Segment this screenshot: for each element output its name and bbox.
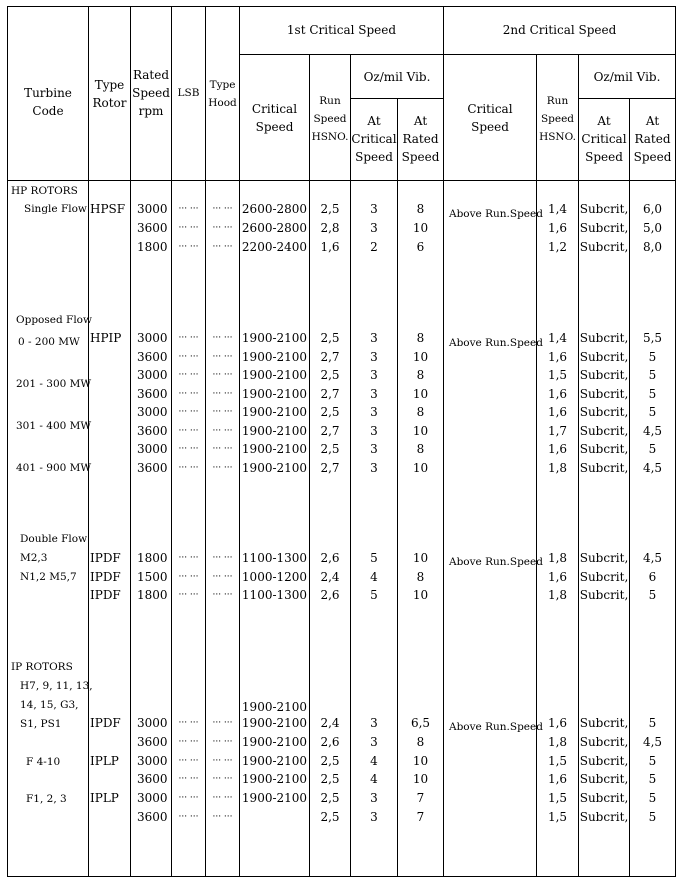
- at-critical-cell: 3: [370, 735, 378, 749]
- at-critical-cell: 3: [370, 331, 378, 345]
- at-critical-cell: 3: [370, 368, 378, 382]
- at-rated-cell: 7: [416, 791, 425, 805]
- lsb-cell: ··· ···: [178, 553, 199, 563]
- at-rated-2-cell: 4,5: [642, 551, 663, 565]
- lsb-cell: ··· ···: [178, 352, 199, 362]
- rated-speed-cell: 3600: [137, 424, 168, 438]
- at-rated-cell: 10: [412, 461, 429, 475]
- at-rated-2-cell: 5: [648, 368, 657, 382]
- run-speed-2-cell: 1,5: [547, 810, 568, 824]
- at-rated-cell: 6: [416, 240, 425, 254]
- rated-speed-cell: 3600: [137, 350, 168, 364]
- rated-speed-cell: 1500: [137, 570, 168, 584]
- at-critical-cell: 3: [370, 716, 378, 730]
- at-critical-cell: 3: [370, 387, 378, 401]
- rated-speed-cell: 3600: [137, 772, 168, 786]
- rotor-type: IPLP: [90, 754, 119, 768]
- range-label: 301 - 400 MW: [16, 420, 92, 432]
- header-type-rotor: Type Rotor: [92, 78, 127, 110]
- table-border-bottom: [7, 876, 676, 877]
- lsb-cell: ··· ···: [178, 407, 199, 417]
- at-rated-cell: 7: [416, 810, 425, 824]
- at-rated-2-cell: 8,0: [642, 240, 663, 254]
- header-rated-speed: Rated Speed rpm: [132, 68, 170, 118]
- at-critical-cell: 3: [370, 221, 378, 235]
- at-rated-cell: 8: [416, 405, 425, 419]
- at-rated-2-cell: 5: [648, 387, 657, 401]
- rated-speed-cell: 3600: [137, 461, 168, 475]
- group-label: Single Flow: [24, 203, 87, 215]
- at-rated-cell: 10: [412, 588, 429, 602]
- table-border-right: [675, 6, 676, 877]
- col-divider: [443, 6, 444, 877]
- at-rated-cell: 8: [416, 570, 425, 584]
- at-critical-2-cell: Subcrit,: [579, 424, 629, 438]
- type-hood-cell: ··· ···: [212, 774, 233, 784]
- run-speed-2-cell: 1,6: [547, 716, 568, 730]
- header-oz-mil-vib-2: Oz/mil Vib.: [593, 70, 661, 84]
- at-critical-cell: 4: [370, 754, 378, 768]
- critical-speed-cell: 1900-2100: [241, 405, 308, 419]
- rotor-type: IPDF: [90, 551, 121, 565]
- rated-speed-cell: 3600: [137, 387, 168, 401]
- at-rated-2-cell: 5: [648, 405, 657, 419]
- header-bottom-rule: [7, 180, 676, 181]
- group-label: Double Flow: [20, 533, 88, 545]
- header-2nd-critical-speed: 2nd Critical Speed: [502, 23, 617, 37]
- critical-speed-cell: 1900-2100: [241, 424, 308, 438]
- run-speed-2-cell: 1,6: [547, 772, 568, 786]
- run-speed-2-cell: 1,5: [547, 754, 568, 768]
- at-critical-cell: 3: [370, 810, 378, 824]
- rated-speed-cell: 3000: [137, 791, 168, 805]
- critical-speed-cell: 1900-2100: [241, 700, 308, 714]
- at-critical-cell: 5: [370, 551, 378, 565]
- at-critical-cell: 3: [370, 791, 378, 805]
- at-critical-2-cell: Subcrit,: [579, 202, 629, 216]
- run-speed-2-cell: 1,8: [547, 588, 568, 602]
- second-critical-speed: Above Run.Speed: [449, 208, 543, 220]
- at-critical-cell: 4: [370, 570, 378, 584]
- at-rated-cell: 10: [412, 754, 429, 768]
- at-rated-cell: 10: [412, 424, 429, 438]
- at-critical-2-cell: Subcrit,: [579, 735, 629, 749]
- run-speed-cell: 2,5: [320, 331, 340, 345]
- lsb-cell: ··· ···: [178, 333, 199, 343]
- run-speed-cell: 2,5: [320, 791, 340, 805]
- lsb-cell: ··· ···: [178, 737, 199, 747]
- at-rated-cell: 8: [416, 735, 425, 749]
- critical-speed-cell: 1900-2100: [241, 772, 308, 786]
- type-hood-cell: ··· ···: [212, 407, 233, 417]
- critical-speed-cell: 1100-1300: [241, 588, 308, 602]
- run-speed-cell: 2,4: [320, 570, 340, 584]
- at-critical-2-cell: Subcrit,: [579, 331, 629, 345]
- second-critical-speed: Above Run.Speed: [449, 556, 543, 568]
- model-label: F1, 2, 3: [26, 793, 67, 805]
- range-label: 0 - 200 MW: [18, 336, 80, 348]
- type-hood-cell: ··· ···: [212, 590, 233, 600]
- rotor-type: IPDF: [90, 716, 121, 730]
- at-rated-cell: 8: [416, 368, 425, 382]
- rated-speed-cell: 3000: [137, 368, 168, 382]
- group-label: Opposed Flow: [16, 314, 92, 326]
- run-speed-cell: 2,5: [320, 754, 340, 768]
- at-critical-2-cell: Subcrit,: [579, 240, 629, 254]
- rated-speed-cell: 3000: [137, 331, 168, 345]
- type-hood-cell: ··· ···: [212, 793, 233, 803]
- at-critical-2-cell: Subcrit,: [579, 442, 629, 456]
- col-divider: [130, 6, 131, 877]
- at-rated-2-cell: 6,0: [642, 202, 663, 216]
- lsb-cell: ··· ···: [178, 463, 199, 473]
- header-critical-speed: Critical Speed: [251, 102, 298, 134]
- run-speed-cell: 2,7: [320, 424, 340, 438]
- type-hood-cell: ··· ···: [212, 756, 233, 766]
- at-critical-2-cell: Subcrit,: [579, 387, 629, 401]
- run-speed-cell: 2,7: [320, 461, 340, 475]
- lsb-cell: ··· ···: [178, 793, 199, 803]
- table-border-top: [7, 6, 676, 7]
- type-hood-cell: ··· ···: [212, 812, 233, 822]
- header-1st-critical-speed: 1st Critical Speed: [286, 23, 397, 37]
- critical-speed-cell: 1900-2100: [241, 735, 308, 749]
- run-speed-2-cell: 1,2: [547, 240, 568, 254]
- model-label: S1, PS1: [20, 718, 62, 730]
- run-speed-cell: 2,6: [320, 551, 340, 565]
- run-speed-2-cell: 1,8: [547, 551, 568, 565]
- at-critical-2-cell: Subcrit,: [579, 405, 629, 419]
- header-turbine-code: Turbine Code: [24, 86, 72, 118]
- at-rated-2-cell: 5: [648, 791, 657, 805]
- run-speed-2-cell: 1,6: [547, 350, 568, 364]
- type-hood-cell: ··· ···: [212, 426, 233, 436]
- run-speed-cell: 2,6: [320, 588, 340, 602]
- run-speed-cell: 2,5: [320, 202, 340, 216]
- rated-speed-cell: 1800: [137, 551, 168, 565]
- run-speed-2-cell: 1,6: [547, 442, 568, 456]
- run-speed-cell: 2,4: [320, 716, 340, 730]
- at-rated-2-cell: 5,5: [642, 331, 663, 345]
- type-hood-cell: ··· ···: [212, 718, 233, 728]
- rated-speed-cell: 1800: [137, 240, 168, 254]
- at-critical-2-cell: Subcrit,: [579, 221, 629, 235]
- run-speed-cell: 2,5: [320, 442, 340, 456]
- table-border-left: [7, 6, 8, 877]
- type-hood-cell: ··· ···: [212, 204, 233, 214]
- run-speed-cell: 2,5: [320, 810, 340, 824]
- critical-speed-cell: 1000-1200: [241, 570, 308, 584]
- lsb-cell: ··· ···: [178, 812, 199, 822]
- lsb-cell: ··· ···: [178, 756, 199, 766]
- run-speed-cell: 2,5: [320, 772, 340, 786]
- lsb-cell: ··· ···: [178, 718, 199, 728]
- rotor-type: IPDF: [90, 570, 121, 584]
- range-label: 401 - 900 MW: [16, 462, 92, 474]
- header-run-speed: Run Speed HSNO.: [311, 95, 349, 143]
- critical-speed-cell: 1900-2100: [241, 387, 308, 401]
- at-rated-2-cell: 5: [648, 716, 657, 730]
- rated-speed-cell: 1800: [137, 588, 168, 602]
- at-critical-cell: 2: [370, 240, 378, 254]
- at-critical-2-cell: Subcrit,: [579, 754, 629, 768]
- at-rated-cell: 8: [416, 202, 425, 216]
- at-critical-2-cell: Subcrit,: [579, 461, 629, 475]
- model-label: 14, 15, G3,: [20, 699, 79, 711]
- at-critical-2-cell: Subcrit,: [579, 791, 629, 805]
- rotor-type: IPDF: [90, 588, 121, 602]
- header-at-critical-speed-2: At Critical Speed: [581, 114, 627, 164]
- run-speed-2-cell: 1,8: [547, 735, 568, 749]
- at-rated-cell: 8: [416, 331, 425, 345]
- rated-speed-cell: 3000: [137, 202, 168, 216]
- run-speed-2-cell: 1,6: [547, 387, 568, 401]
- critical-speed-cell: 1900-2100: [241, 461, 308, 475]
- at-critical-cell: 4: [370, 772, 378, 786]
- header-critical-speed-2: Critical Speed: [467, 102, 513, 134]
- group-header-rule: [239, 54, 676, 55]
- at-rated-2-cell: 5: [648, 772, 657, 786]
- run-speed-cell: 2,5: [320, 405, 340, 419]
- lsb-cell: ··· ···: [178, 590, 199, 600]
- group-label: IP ROTORS: [11, 661, 73, 673]
- type-hood-cell: ··· ···: [212, 737, 233, 747]
- critical-speed-cell: 1900-2100: [241, 331, 308, 345]
- rated-speed-cell: 3000: [137, 405, 168, 419]
- at-critical-2-cell: Subcrit,: [579, 570, 629, 584]
- second-critical-speed: Above Run.Speed: [449, 721, 543, 733]
- at-critical-2-cell: Subcrit,: [579, 810, 629, 824]
- critical-speed-cell: 1900-2100: [241, 350, 308, 364]
- oz-mil-rule-2: [578, 98, 676, 99]
- critical-speed-cell: 2600-2800: [241, 221, 308, 235]
- critical-speed-cell: 1100-1300: [241, 551, 308, 565]
- run-speed-2-cell: 1,7: [547, 424, 568, 438]
- run-speed-cell: 2,7: [320, 350, 340, 364]
- run-speed-2-cell: 1,8: [547, 461, 568, 475]
- run-speed-2-cell: 1,6: [547, 405, 568, 419]
- rotor-type: HPSF: [90, 202, 126, 216]
- type-hood-cell: ··· ···: [212, 223, 233, 233]
- header-at-rated-speed: At Rated Speed: [401, 114, 440, 164]
- at-critical-2-cell: Subcrit,: [579, 772, 629, 786]
- range-label: 201 - 300 MW: [16, 378, 92, 390]
- at-critical-cell: 3: [370, 461, 378, 475]
- type-hood-cell: ··· ···: [212, 370, 233, 380]
- at-rated-cell: 10: [412, 551, 429, 565]
- run-speed-cell: 2,5: [320, 368, 340, 382]
- model-label: M2,3: [20, 552, 48, 564]
- group-label: HP ROTORS: [11, 185, 78, 197]
- run-speed-2-cell: 1,4: [547, 202, 568, 216]
- type-hood-cell: ··· ···: [212, 463, 233, 473]
- lsb-cell: ··· ···: [178, 204, 199, 214]
- type-hood-cell: ··· ···: [212, 553, 233, 563]
- col-divider: [88, 6, 89, 877]
- type-hood-cell: ··· ···: [212, 389, 233, 399]
- rated-speed-cell: 3600: [137, 221, 168, 235]
- critical-speed-cell: 2600-2800: [241, 202, 308, 216]
- at-rated-2-cell: 4,5: [642, 735, 663, 749]
- run-speed-cell: 2,6: [320, 735, 340, 749]
- at-critical-2-cell: Subcrit,: [579, 368, 629, 382]
- header-at-rated-speed-2: At Rated Speed: [633, 114, 672, 164]
- type-hood-cell: ··· ···: [212, 572, 233, 582]
- rated-speed-cell: 3000: [137, 716, 168, 730]
- critical-speed-cell: 1900-2100: [241, 754, 308, 768]
- lsb-cell: ··· ···: [178, 426, 199, 436]
- critical-speed-cell: 1900-2100: [241, 368, 308, 382]
- at-rated-2-cell: 5: [648, 754, 657, 768]
- type-hood-cell: ··· ···: [212, 444, 233, 454]
- header-at-critical-speed: At Critical Speed: [351, 114, 397, 164]
- at-critical-cell: 3: [370, 442, 378, 456]
- model-label: H7, 9, 11, 13,: [20, 680, 93, 692]
- type-hood-cell: ··· ···: [212, 242, 233, 252]
- model-label: F 4-10: [26, 756, 61, 768]
- header-type-hood: Type Hood: [208, 79, 237, 109]
- rated-speed-cell: 3000: [137, 754, 168, 768]
- lsb-cell: ··· ···: [178, 444, 199, 454]
- at-rated-2-cell: 5: [648, 350, 657, 364]
- at-rated-cell: 10: [412, 387, 429, 401]
- lsb-cell: ··· ···: [178, 572, 199, 582]
- at-rated-2-cell: 5: [648, 588, 657, 602]
- at-rated-2-cell: 6: [648, 570, 657, 584]
- at-critical-cell: 3: [370, 350, 378, 364]
- at-rated-2-cell: 5: [648, 442, 657, 456]
- type-hood-cell: ··· ···: [212, 352, 233, 362]
- at-rated-cell: 6,5: [410, 716, 431, 730]
- lsb-cell: ··· ···: [178, 389, 199, 399]
- at-rated-2-cell: 4,5: [642, 424, 663, 438]
- rated-speed-cell: 3000: [137, 442, 168, 456]
- rated-speed-cell: 3600: [137, 810, 168, 824]
- at-rated-2-cell: 5,0: [642, 221, 663, 235]
- at-critical-2-cell: Subcrit,: [579, 716, 629, 730]
- critical-speed-cell: 2200-2400: [241, 240, 308, 254]
- at-critical-cell: 5: [370, 588, 378, 602]
- run-speed-2-cell: 1,4: [547, 331, 568, 345]
- header-run-speed-2: Run Speed HSNO.: [539, 95, 576, 143]
- second-critical-speed: Above Run.Speed: [449, 337, 543, 349]
- model-label: N1,2 M5,7: [20, 571, 77, 583]
- at-critical-cell: 3: [370, 202, 378, 216]
- run-speed-cell: 1,6: [320, 240, 340, 254]
- at-critical-2-cell: Subcrit,: [579, 588, 629, 602]
- rotor-type: HPIP: [90, 331, 122, 345]
- run-speed-2-cell: 1,5: [547, 368, 568, 382]
- lsb-cell: ··· ···: [178, 242, 199, 252]
- at-rated-cell: 10: [412, 350, 429, 364]
- lsb-cell: ··· ···: [178, 223, 199, 233]
- at-rated-cell: 8: [416, 442, 425, 456]
- at-critical-cell: 3: [370, 405, 378, 419]
- run-speed-2-cell: 1,6: [547, 570, 568, 584]
- run-speed-2-cell: 1,6: [547, 221, 568, 235]
- at-critical-2-cell: Subcrit,: [579, 350, 629, 364]
- run-speed-2-cell: 1,5: [547, 791, 568, 805]
- critical-speed-cell: 1900-2100: [241, 791, 308, 805]
- header-oz-mil-vib: Oz/mil Vib.: [363, 70, 431, 84]
- at-rated-2-cell: 4,5: [642, 461, 663, 475]
- at-critical-cell: 3: [370, 424, 378, 438]
- run-speed-cell: 2,8: [320, 221, 340, 235]
- critical-speed-cell: 1900-2100: [241, 716, 308, 730]
- critical-speed-cell: 1900-2100: [241, 442, 308, 456]
- run-speed-cell: 2,7: [320, 387, 340, 401]
- header-lsb: LSB: [177, 87, 200, 99]
- at-critical-2-cell: Subcrit,: [579, 551, 629, 565]
- at-rated-2-cell: 5: [648, 810, 657, 824]
- type-hood-cell: ··· ···: [212, 333, 233, 343]
- lsb-cell: ··· ···: [178, 370, 199, 380]
- lsb-cell: ··· ···: [178, 774, 199, 784]
- at-rated-cell: 10: [412, 221, 429, 235]
- rated-speed-cell: 3600: [137, 735, 168, 749]
- at-rated-cell: 10: [412, 772, 429, 786]
- rotor-type: IPLP: [90, 791, 119, 805]
